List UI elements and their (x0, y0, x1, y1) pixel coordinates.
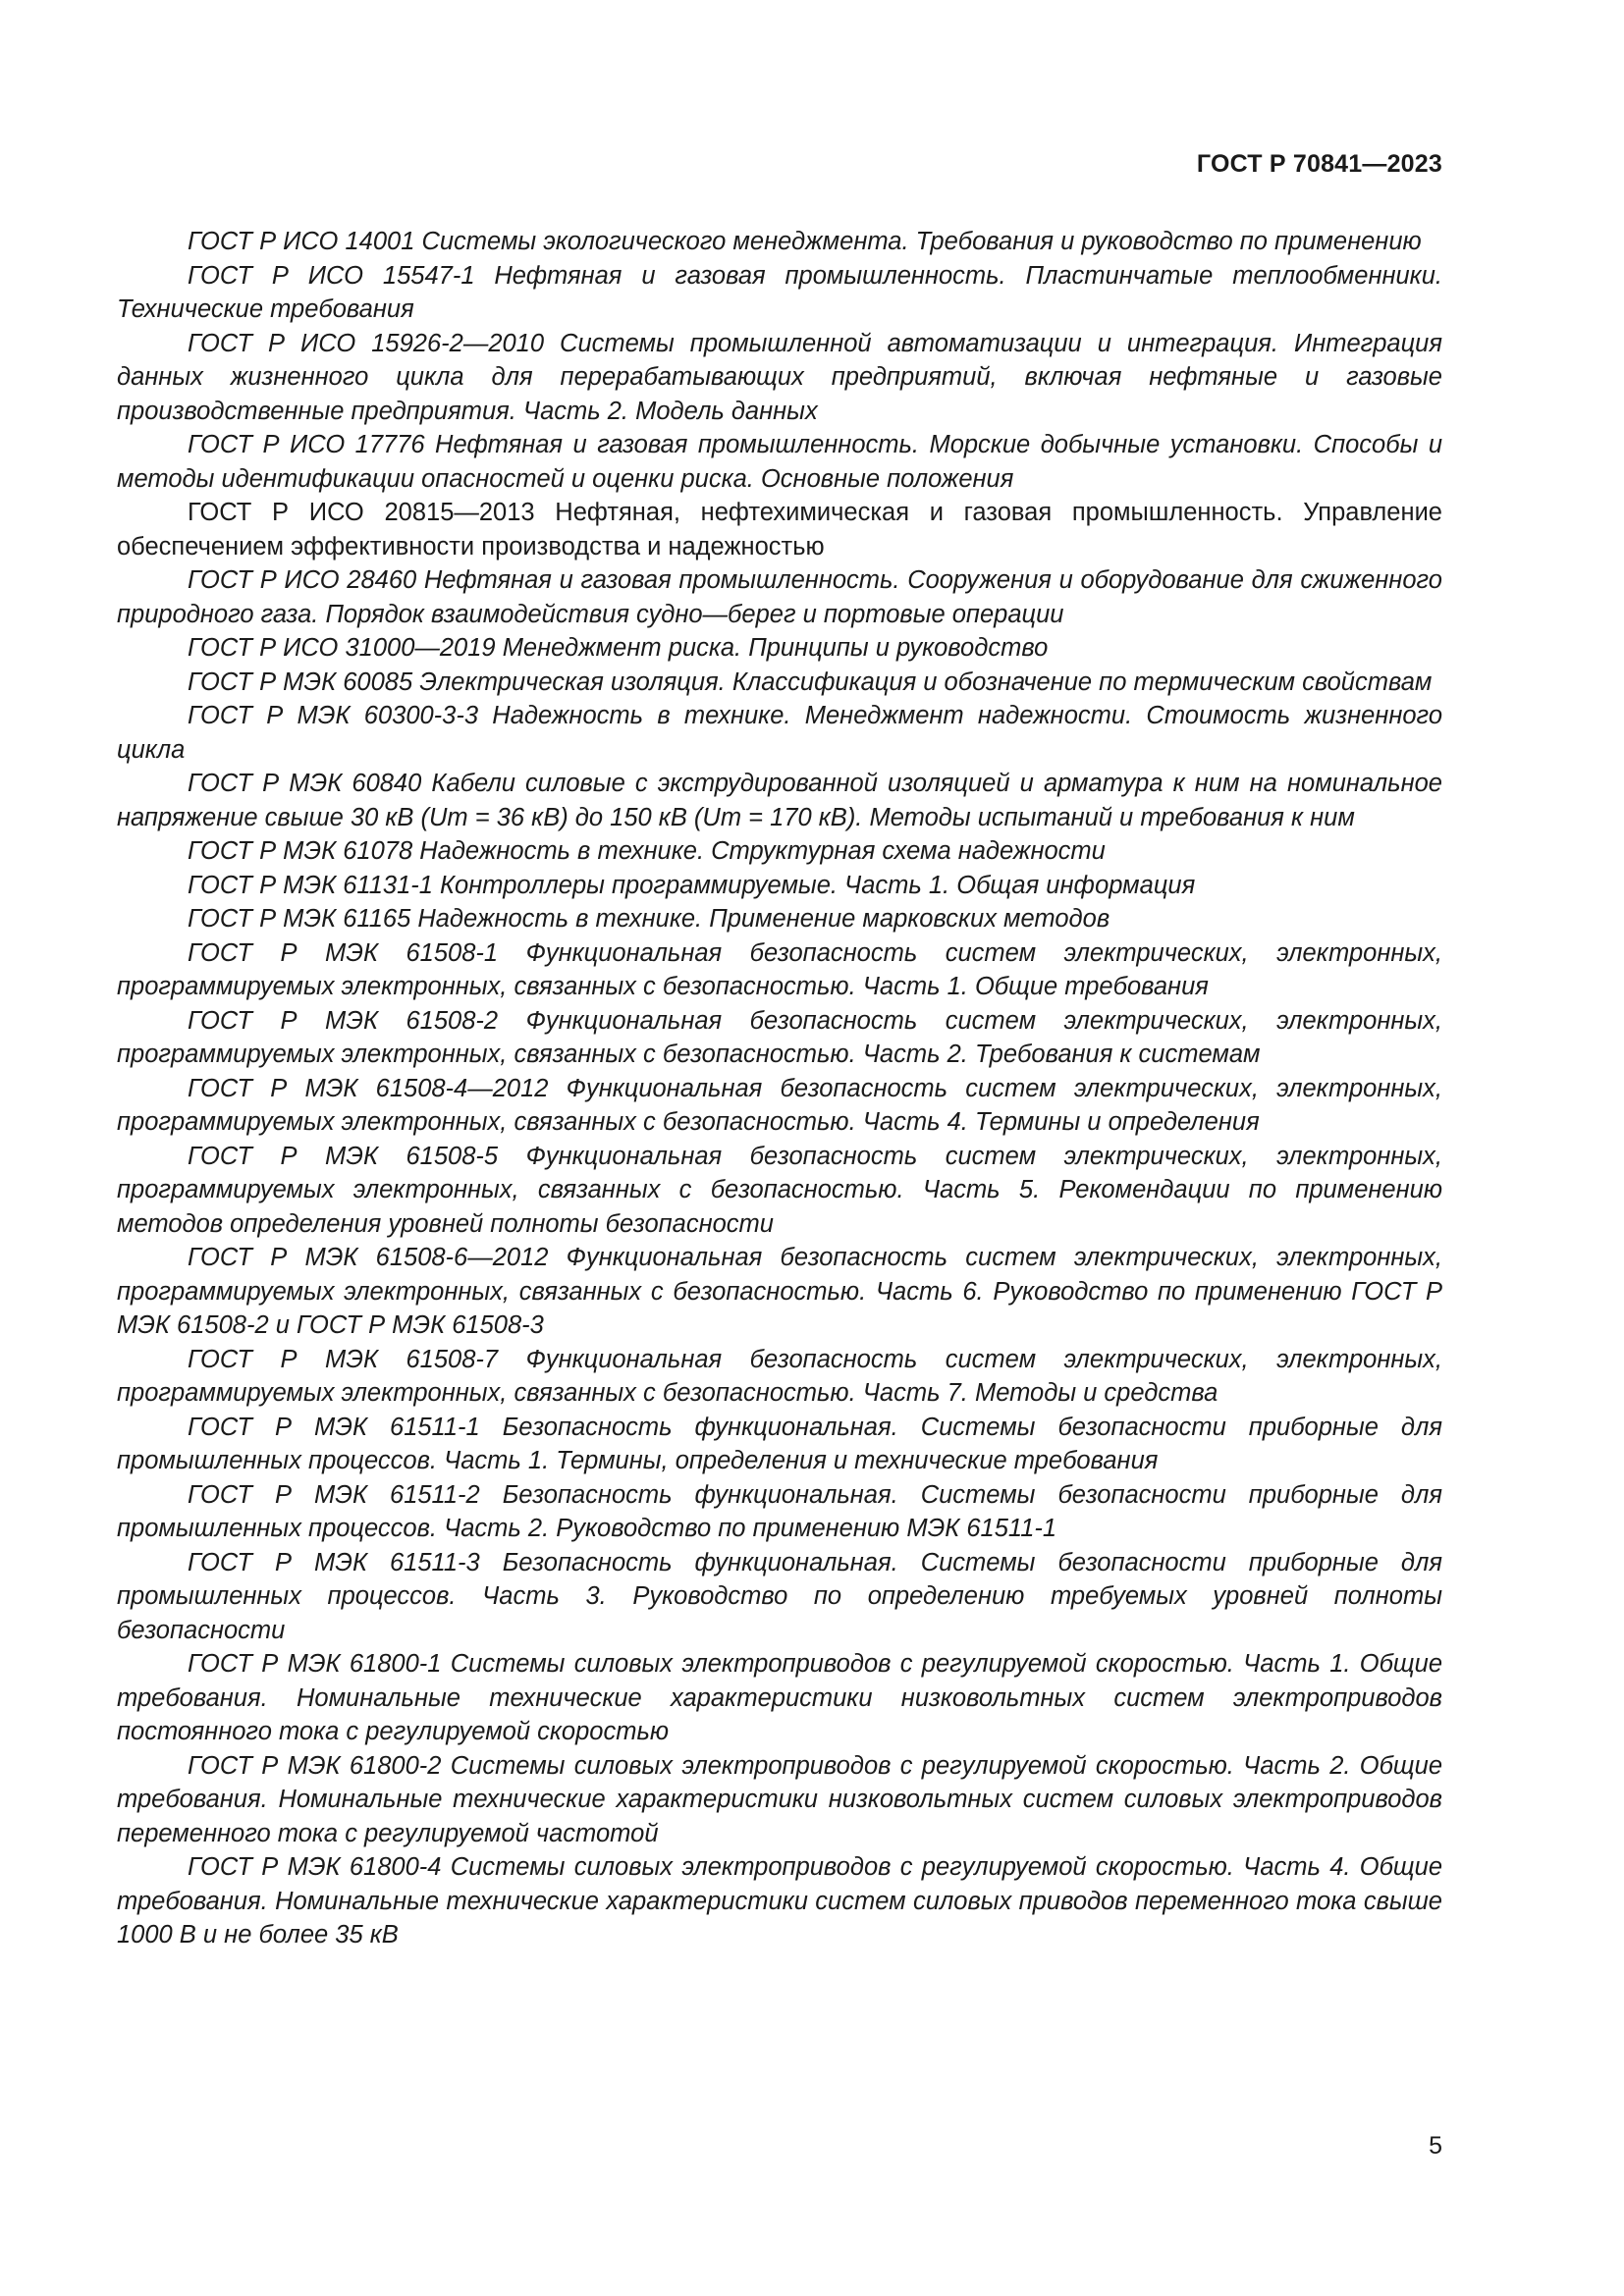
reference-item: ГОСТ Р ИСО 20815—2013 Нефтяная, нефтехимическая и газовая промышленность. Управление обеспечением эффективности производства и надежностью (117, 499, 1442, 561)
normative-references-list (117, 225, 1442, 1952)
reference-item: ГОСТ Р МЭК 61508-6—2012 Функциональная безопасность систем электрических, электронных, программируемых электронных, связанных с безопасностью. Часть 6. Руководство по применению ГОСТ Р МЭК 61508-2 и ГОСТ Р МЭК 61508-3 (117, 1244, 1442, 1339)
reference-item: ГОСТ Р МЭК 61508-7 Функциональная безопасность систем электрических, электронных, программируемых электронных, связанных с безопасностью. Часть 7. Методы и средства (117, 1345, 1442, 1407)
reference-item: ГОСТ Р МЭК 60300-3-3 Надежность в технике. Менеджмент надежности. Стоимость жизненного цикла (117, 702, 1442, 764)
reference-item: ГОСТ Р МЭК 61131-1 Контроллеры программируемые. Часть 1. Общая информация (188, 871, 1196, 899)
reference-item: ГОСТ Р МЭК 61511-3 Безопасность функциональная. Системы безопасности приборные для промышленных процессов. Часть 3. Руководство по определению требуемых уровней полноты безопасности (117, 1548, 1442, 1644)
reference-item: ГОСТ Р ИСО 15547-1 Нефтяная и газовая промышленность. Пластинчатые теплообменники. Технические требования (117, 261, 1442, 323)
reference-item: ГОСТ Р МЭК 61508-2 Функциональная безопасность систем электрических, электронных, программируемых электронных, связанных с безопасностью. Часть 2. Требования к системам (117, 1006, 1442, 1068)
reference-item: ГОСТ Р МЭК 61078 Надежность в технике. Структурная схема надежности (188, 837, 1106, 865)
reference-item: ГОСТ Р ИСО 15926-2—2010 Системы промышленной автоматизации и интеграция. Интеграция данных жизненного цикла для перерабатывающих предприятий, включая нефтяные и газовые производственные предприятия. Часть 2. Модель данных (117, 329, 1442, 425)
reference-item: ГОСТ Р ИСО 17776 Нефтяная и газовая промышленность. Морские добычные установки. Способы и методы идентификации опасностей и оценки риска. Основные положения (117, 431, 1442, 493)
reference-item: ГОСТ Р МЭК 61800-2 Системы силовых электроприводов с регулируемой скоростью. Часть 2. Общие требования. Номинальные технические характеристики низковольтных систем силовых электроприводов переменного тока с регулируемой частотой (117, 1751, 1442, 1847)
reference-item: ГОСТ Р МЭК 61508-5 Функциональная безопасность систем электрических, электронных, программируемых электронных, связанных с безопасностью. Часть 5. Рекомендации по применению методов определения уровней полноты безопасности (117, 1142, 1442, 1238)
reference-item: ГОСТ Р МЭК 60085 Электрическая изоляция. Классификация и обозначение по термическим свойствам (188, 667, 1433, 696)
reference-item: ГОСТ Р МЭК 61508-4—2012 Функциональная безопасность систем электрических, электронных, программируемых электронных, связанных с безопасностью. Часть 4. Термины и определения (117, 1074, 1442, 1136)
reference-item: ГОСТ Р МЭК 61800-1 Системы силовых электроприводов с регулируемой скоростью. Часть 1. Общие требования. Номинальные технические характеристики низковольтных систем электроприводов постоянного тока с регулируемой скоростью (117, 1650, 1442, 1745)
page-number: 5 (1429, 2132, 1442, 2160)
reference-item: ГОСТ Р МЭК 61511-2 Безопасность функциональная. Системы безопасности приборные для промышленных процессов. Часть 2. Руководство по применению МЭК 61511-1 (117, 1480, 1442, 1542)
reference-item: ГОСТ Р МЭК 61800-4 Системы силовых электроприводов с регулируемой скоростью. Часть 4. Общие требования. Номинальные технические характеристики систем силовых приводов переменного тока свыше 1000 В и не более 35 кВ (117, 1853, 1442, 1949)
document-code: ГОСТ Р 70841—2023 (1196, 150, 1442, 178)
reference-item: ГОСТ Р ИСО 28460 Нефтяная и газовая промышленность. Сооружения и оборудование для сжиженного природного газа. Порядок взаимодействия судно—берег и портовые операции (117, 566, 1442, 628)
reference-item: ГОСТ Р МЭК 61165 Надежность в технике. Применение марковских методов (188, 905, 1110, 933)
reference-item: ГОСТ Р ИСО 31000—2019 Менеджмент риска. Принципы и руководство (188, 634, 1049, 662)
reference-item: ГОСТ Р ИСО 14001 Системы экологического менеджмента. Требования и руководство по применению (188, 228, 1422, 255)
reference-item: ГОСТ Р МЭК 61511-1 Безопасность функциональная. Системы безопасности приборные для промышленных процессов. Часть 1. Термины, определения и технические требования (117, 1413, 1442, 1474)
reference-item: ГОСТ Р МЭК 61508-1 Функциональная безопасность систем электрических, электронных, программируемых электронных, связанных с безопасностью. Часть 1. Общие требования (117, 938, 1442, 1000)
reference-item: ГОСТ Р МЭК 60840 Кабели силовые с экструдированной изоляцией и арматура к ним на номинальное напряжение свыше 30 кВ (Um = 36 кВ) до 150 кВ (Um = 170 кВ). Методы испытаний и требования к ним (117, 770, 1442, 831)
